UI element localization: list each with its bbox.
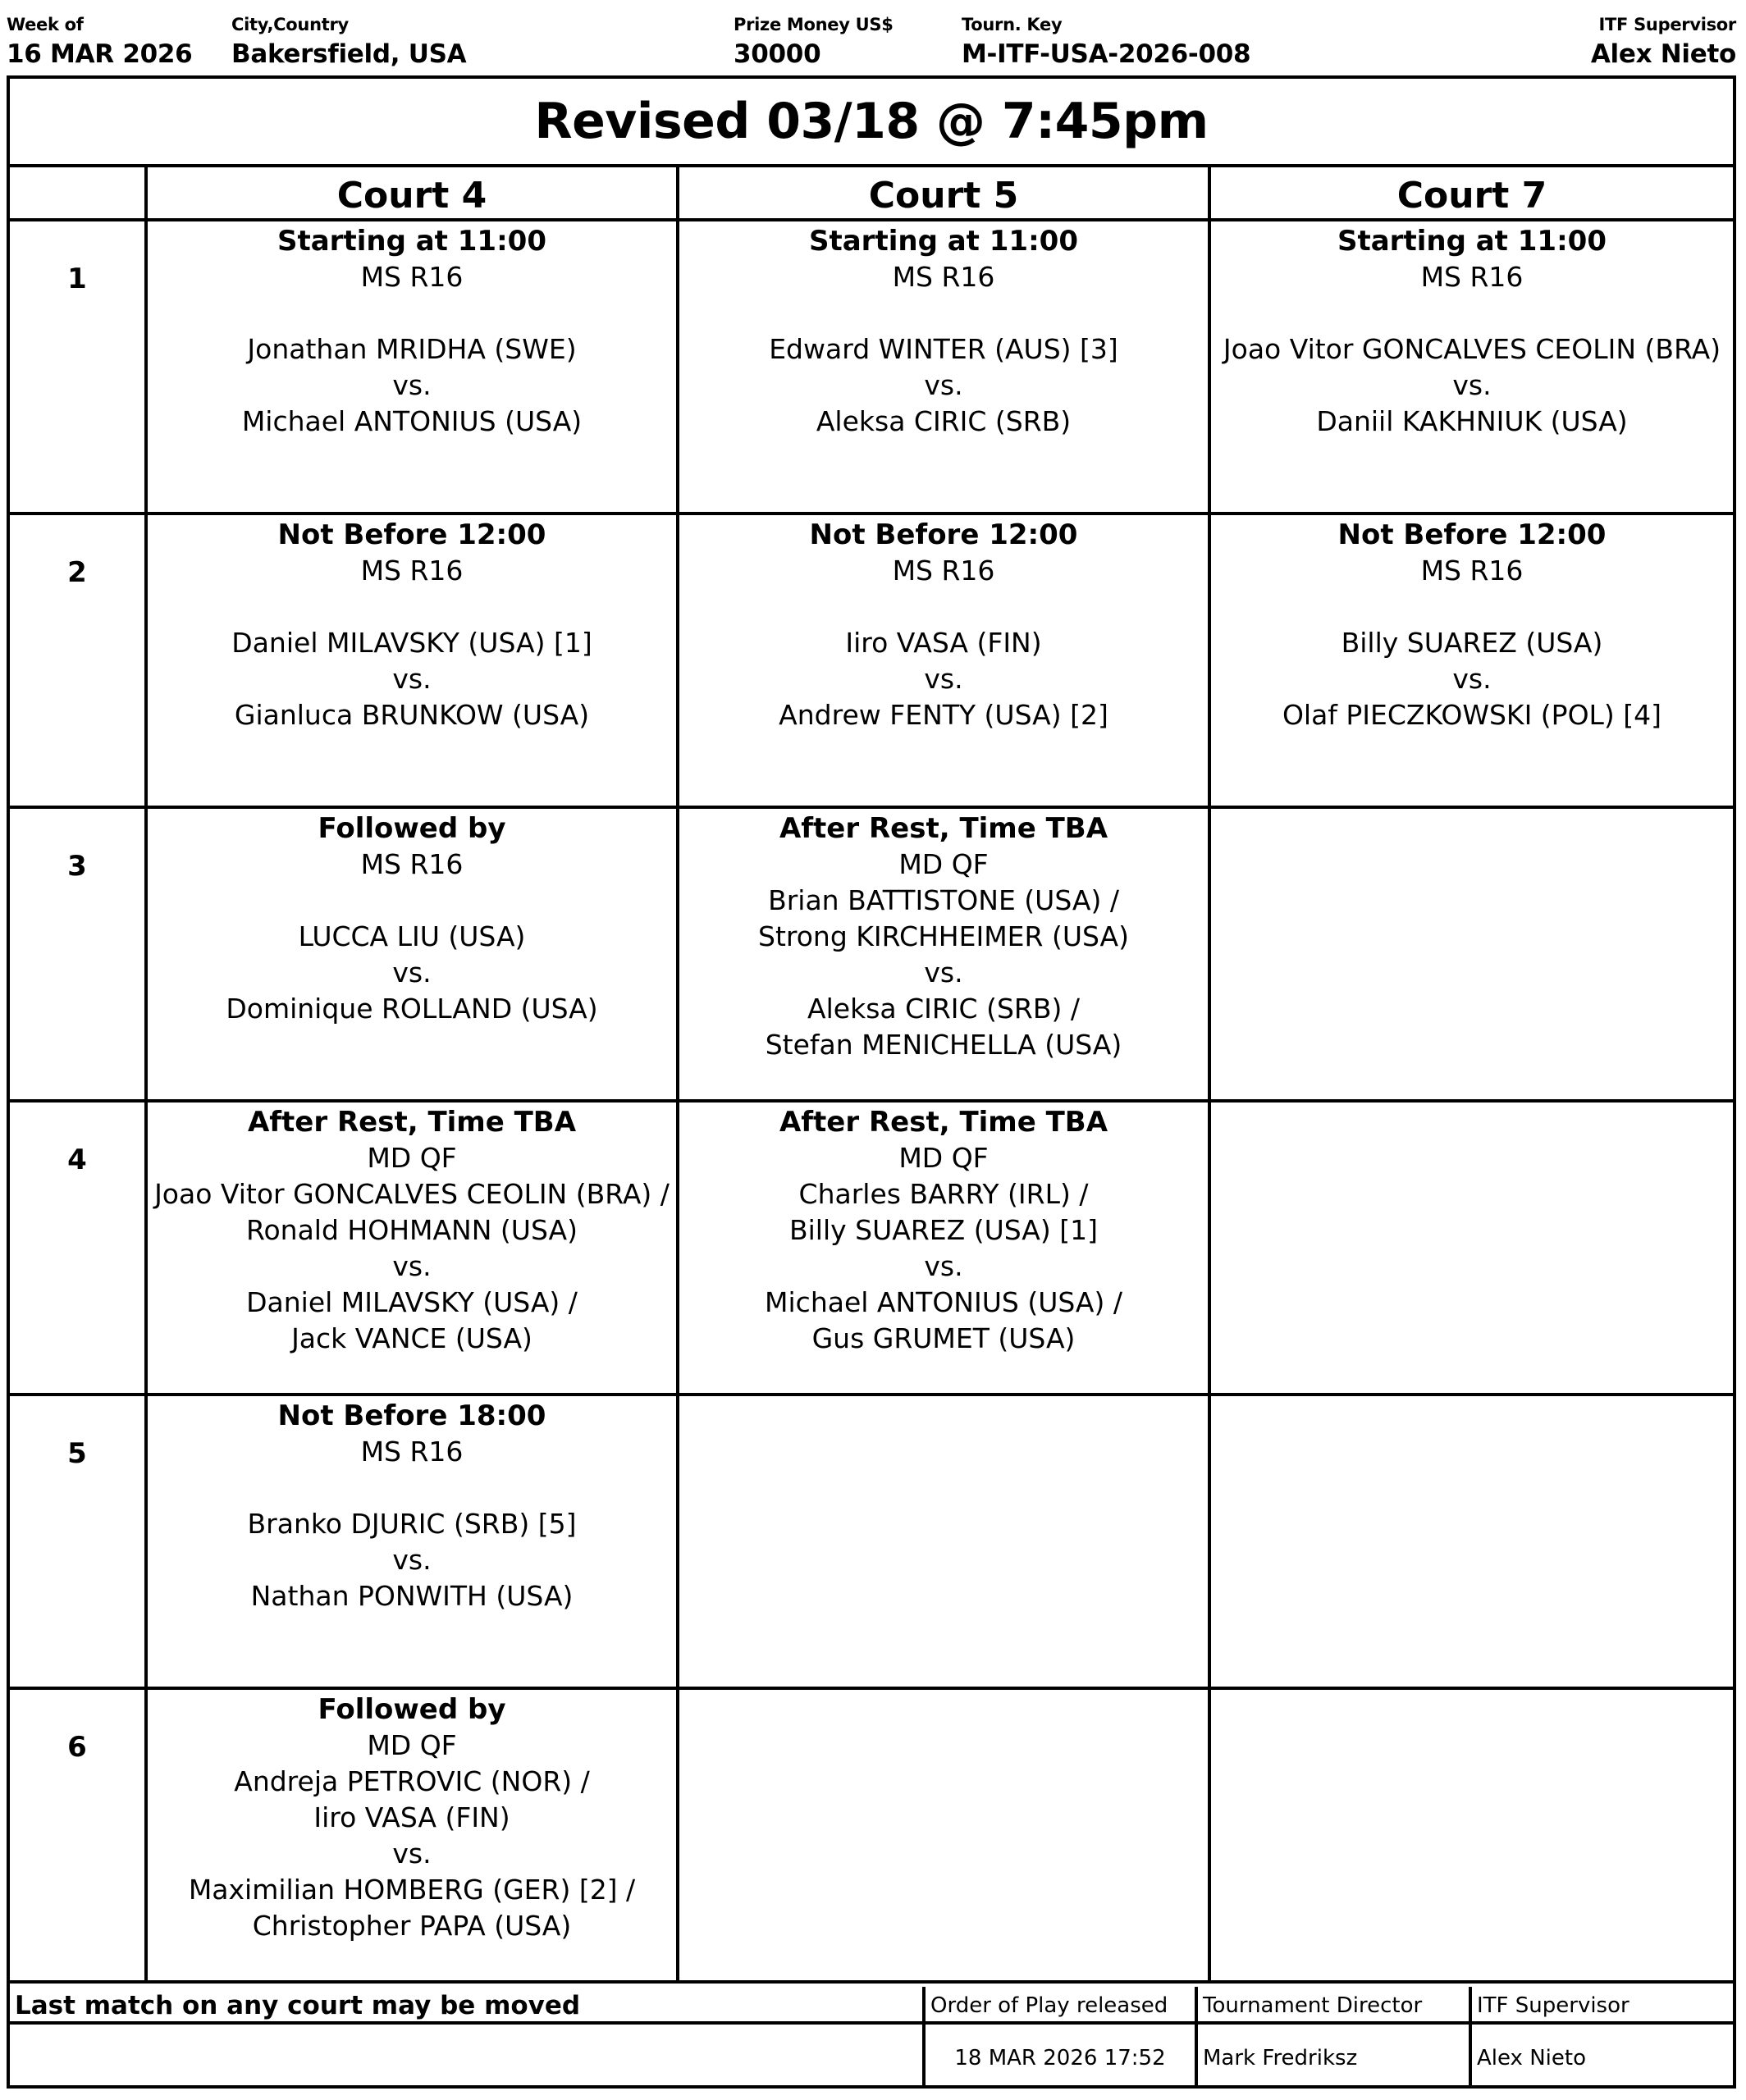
order-number: 4 [10,1102,148,1396]
player-team2: Gus GRUMET (USA) [811,1322,1076,1354]
match-event: MD QF [898,1142,989,1174]
prize-money-value: 30000 [734,39,821,69]
versus-label: vs. [392,369,432,401]
court-5-header: Court 5 [679,167,1211,221]
versus-label: vs. [924,1250,963,1282]
match-cell [1211,515,1733,809]
player-team2: Christopher PAPA (USA) [252,1910,572,1942]
player-team1: Ronald HOHMANN (USA) [246,1214,578,1246]
itf-supervisor-label: ITF Supervisor [1598,15,1736,34]
match-cell [148,515,679,809]
match-event: MS R16 [1420,555,1524,587]
player-team2: Michael ANTONIUS (USA) / [765,1286,1122,1318]
order-number: 5 [10,1396,148,1690]
match-cell [148,1102,679,1396]
order-number: 2 [10,515,148,809]
versus-label: vs. [392,1838,432,1869]
court-4-header: Court 4 [148,167,679,221]
match-time: Starting at 11:00 [1337,225,1607,258]
city-country-label: City,Country [231,15,349,34]
match-event: MS R16 [1420,261,1524,293]
match-time: Followed by [318,1693,506,1726]
match-time: Not Before 12:00 [809,518,1078,551]
tournament-director-block [1198,1987,1472,2085]
player-team1: Brian BATTISTONE (USA) / [768,884,1119,916]
match-event: MS R16 [360,1436,464,1468]
match-event: MS R16 [892,555,995,587]
match-time: Starting at 11:00 [277,225,546,258]
versus-label: vs. [924,663,963,695]
player-team1: Daniel MILAVSKY (USA) [1] [231,627,592,659]
revised-title: Revised 03/18 @ 7:45pm [10,79,1733,167]
court-7-header: Court 7 [1211,167,1733,221]
order-released-label: Order of Play released [926,1987,1195,2025]
empty-slot [1211,1396,1733,1690]
match-cell [148,1690,679,1984]
order-number: 6 [10,1690,148,1984]
player-team1: Joao Vitor GONCALVES CEOLIN (BRA) / [154,1178,670,1210]
player-team2: Andrew FENTY (USA) [2] [779,699,1108,731]
match-cell [148,221,679,515]
player-team2: Aleksa CIRIC (SRB) [816,405,1072,437]
player-team2: Jack VANCE (USA) [291,1322,532,1354]
tournament-key-value: M-ITF-USA-2026-008 [962,39,1251,69]
itf-supervisor-block [1477,0,1736,75]
spacer [148,883,676,919]
week-of-value: 16 MAR 2026 [7,39,193,69]
week-of-label: Week of [7,15,84,34]
tournament-key-label: Tourn. Key [962,15,1063,34]
footer-supervisor-block [1472,1987,1733,2085]
spacer [1211,295,1733,331]
player-team2: Michael ANTONIUS (USA) [241,405,583,437]
match-cell [679,221,1211,515]
spacer [679,295,1208,331]
player-team2: Gianluca BRUNKOW (USA) [234,699,590,731]
match-event: MD QF [898,848,989,880]
match-time: Starting at 11:00 [809,225,1078,258]
empty-slot [679,1690,1211,1984]
match-event: MS R16 [360,555,464,587]
spacer [148,1470,676,1506]
match-cell [148,809,679,1102]
empty-slot [1211,809,1733,1102]
match-cell [1211,221,1733,515]
match-cell [679,809,1211,1102]
order-number: 3 [10,809,148,1102]
match-time: After Rest, Time TBA [779,812,1108,845]
order-of-play-sheet [7,75,1736,2089]
city-country-value: Bakersfield, USA [231,39,467,69]
match-event: MD QF [367,1729,457,1761]
player-team1: Andreja PETROVIC (NOR) / [234,1765,590,1797]
versus-label: vs. [392,1250,432,1282]
player-team1: Billy SUAREZ (USA) [1] [789,1214,1098,1246]
match-event: MD QF [367,1142,457,1174]
grid-corner [10,167,148,221]
empty-slot [1211,1102,1733,1396]
player-team2: Dominique ROLLAND (USA) [226,993,598,1025]
versus-label: vs. [392,663,432,695]
player-team1: Iiro VASA (FIN) [313,1801,510,1833]
versus-label: vs. [392,1544,432,1576]
player-team2: Aleksa CIRIC (SRB) / [807,993,1080,1025]
match-cell [148,1396,679,1690]
player-team1: Charles BARRY (IRL) / [798,1178,1089,1210]
versus-label: vs. [924,369,963,401]
tournament-director-label: Tournament Director [1198,1987,1469,2025]
note-body [10,2025,926,2085]
match-event: MS R16 [892,261,995,293]
order-released-value: 18 MAR 2026 17:52 [954,2046,1166,2070]
player-team1: Edward WINTER (AUS) [3] [769,333,1118,365]
player-team2: Nathan PONWITH (USA) [250,1580,574,1612]
versus-label: vs. [1452,369,1492,401]
versus-label: vs. [924,956,963,988]
player-team2: Daniil KAKHNIUK (USA) [1316,405,1628,437]
player-team1: Strong KIRCHHEIMER (USA) [758,920,1129,952]
last-match-note: Last match on any court may be moved [10,1987,926,2025]
player-team1: Iiro VASA (FIN) [845,627,1042,659]
player-team2: Stefan MENICHELLA (USA) [765,1029,1122,1061]
match-event: MS R16 [360,261,464,293]
schedule-grid [10,167,1733,1987]
itf-supervisor-value: Alex Nieto [1590,39,1736,69]
empty-slot [679,1396,1211,1690]
match-cell [679,515,1211,809]
footer-supervisor-value: Alex Nieto [1477,2046,1586,2070]
match-cell [679,1102,1211,1396]
tournament-director-value: Mark Fredriksz [1203,2046,1358,2070]
player-team2: Daniel MILAVSKY (USA) / [246,1286,578,1318]
versus-label: vs. [392,956,432,988]
player-team2: Maximilian HOMBERG (GER) [2] / [188,1874,636,1906]
order-released-block [926,1987,1198,2085]
player-team2: Olaf PIECZKOWSKI (POL) [4] [1282,699,1662,731]
player-team1: Branko DJURIC (SRB) [5] [247,1508,577,1540]
order-number: 1 [10,221,148,515]
spacer [148,295,676,331]
match-time: Not Before 18:00 [277,1399,546,1432]
player-team1: Jonathan MRIDHA (SWE) [247,333,577,365]
match-time: Not Before 12:00 [277,518,546,551]
match-time: Not Before 12:00 [1337,518,1607,551]
spacer [1211,589,1733,625]
spacer [679,589,1208,625]
player-team1: Billy SUAREZ (USA) [1341,627,1603,659]
player-team1: Joao Vitor GONCALVES CEOLIN (BRA) [1223,333,1721,365]
player-team1: LUCCA LIU (USA) [298,920,526,952]
spacer [148,589,676,625]
match-time: After Rest, Time TBA [247,1106,577,1139]
empty-slot [1211,1690,1733,1984]
versus-label: vs. [1452,663,1492,695]
footer [10,1987,1733,2085]
prize-money-label: Prize Money US$ [734,15,894,34]
footer-supervisor-label: ITF Supervisor [1472,1987,1733,2025]
match-time: After Rest, Time TBA [779,1106,1108,1139]
match-time: Followed by [318,812,506,845]
match-event: MS R16 [360,848,464,880]
